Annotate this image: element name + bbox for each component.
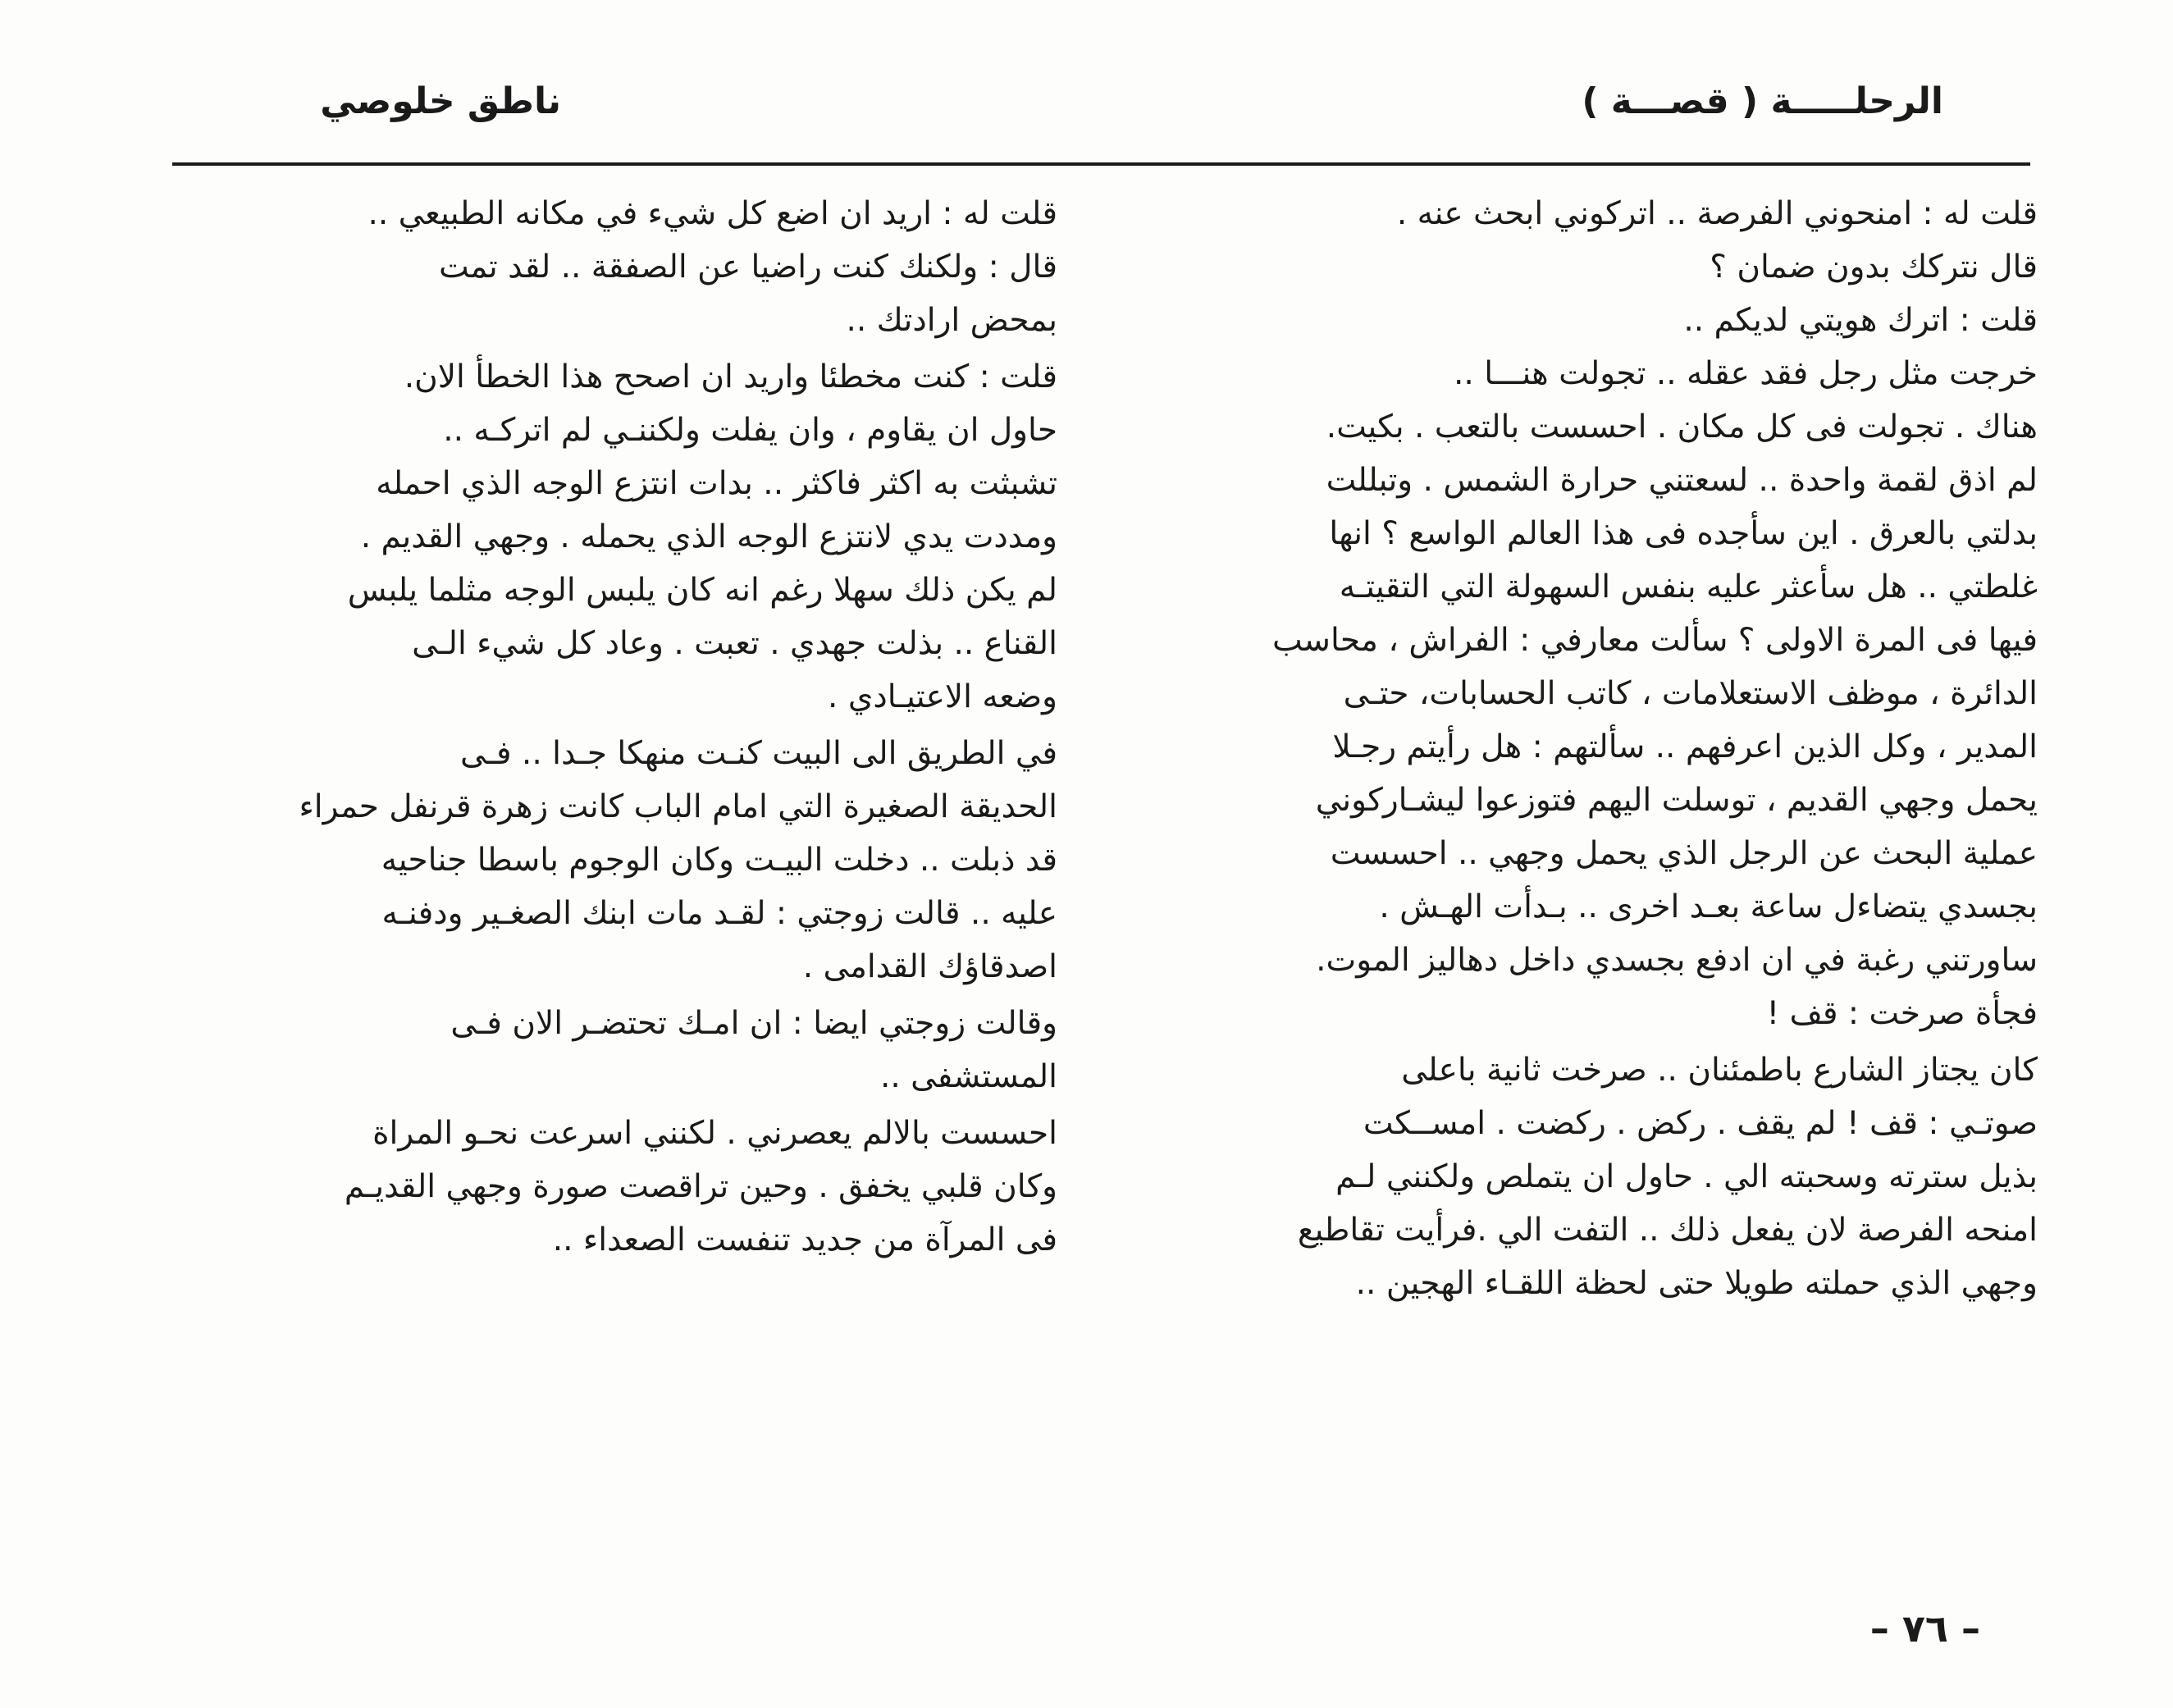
- paragraph: في الطريق الى البيت كنـت منهكا جـدا .. فـى الحديقة الصغيرة التي امام الباب كانت زهرة قرنفل حمراء قد ذبلت .. دخلت البيـت وكان الوجوم باسطا جناحيه عليه .. قالت زوجتي : لقـد مات ابنك الصغـير ودفنـه اصدقاؤك القدامى .: [299, 735, 1057, 985]
- page-number: – ٧٦ –: [1869, 1606, 1980, 1651]
- header-divider: [172, 162, 2030, 166]
- story-title: الرحلـــــة ( قصـــة ): [1582, 80, 1943, 122]
- paragraph: وقالت زوجتي ايضا : ان امـك تحتضـر الان فـى المستشفى ..: [450, 1005, 1057, 1095]
- paragraph: قلت له : اريد ان اضع كل شيء في مكانه الطبيعي .. قال : ولكنك كنت راضيا عن الصفقة .. لقد تمت بمحض ارادتك ..: [367, 195, 1057, 339]
- author-name: ناطق خلوصي: [320, 80, 561, 122]
- text-column-right: [1152, 187, 2038, 1310]
- paragraph: قلت : كنت مخطئا واريد ان اصحح هذا الخطأ الان. حاول ان يقاوم ، وان يفلت ولكننـي لم اتركـه .. تشبثت به اكثر فاكثر .. بدات انتزع الوجه الذي احمله ومددت يدي لانتزع الوجه الذي يحمله . وجهي القديم . لم يكن ذلك سهلا رغم انه كان يلبس الوجه مثلما يلبس القناع .. بذلت جهدي . تعبت . وعاد كل شيء الـى وضعه الاعتيـادي .: [347, 358, 1057, 715]
- text-column-left: [171, 187, 1057, 1267]
- paragraph: كان يجتاز الشارع باطمئنان .. صرخت ثانية باعلى صوتـي : قف ! لم يقف . ركض . ركضت . امســكت بذيل سترته وسحبته الي . حاول ان يتملص ولكنني لـم امنحه الفرصة لان يفعل ذلك .. التفت الي .فرأيت تقاطيع وجهي الذي حملته طويلا حتى لحظة اللقـاء الهجين ..: [1297, 1052, 2038, 1302]
- paragraph: قلت له : امنحوني الفرصة .. اتركوني ابحث عنه . قال نتركك بدون ضمان ؟ قلت : اترك هويتي لديكم .. خرجت مثل رجل فقد عقله .. تجولت هنـــا .. هناك . تجولت فى كل مكان . احسست بالتعب . بكيت. لم اذق لقمة واحدة .. لسعتني حرارة الشمس . وتبللت بدلتي بالعرق . اين سأجده فى هذا العالم الواسع ؟ انها غلطتي .. هل سأعثر عليه بنفس السهولة التي التقيتـه فيها فى المرة الاولى ؟ سألت معارفي : الفراش ، محاسب الدائرة ، موظف الاستعلامات ، كاتب الحسابات، حتـى المدير ، وكل الذين اعرفهم .. سألتهم : هل رأيتم رجـلا يحمل وجهي القديم ، توسلت اليهم فتوزعوا ليشـاركوني عملية البحث عن الرجل الذي يحمل وجهي .. احسست بجسدي يتضاءل ساعة بعـد اخرى .. بـدأت الهـش . ساورتني رغبة في ان ادفع بجسدي داخل دهاليز الموت. فجأة صرخت : قف !: [1272, 195, 2038, 1032]
- paragraph: احسست بالالم يعصرني . لكنني اسرعت نحـو المراة وكان قلبي يخفق . وحين تراقصت صورة وجهي القديـم فى المرآة من جديد تنفست الصعداء ..: [344, 1115, 1057, 1258]
